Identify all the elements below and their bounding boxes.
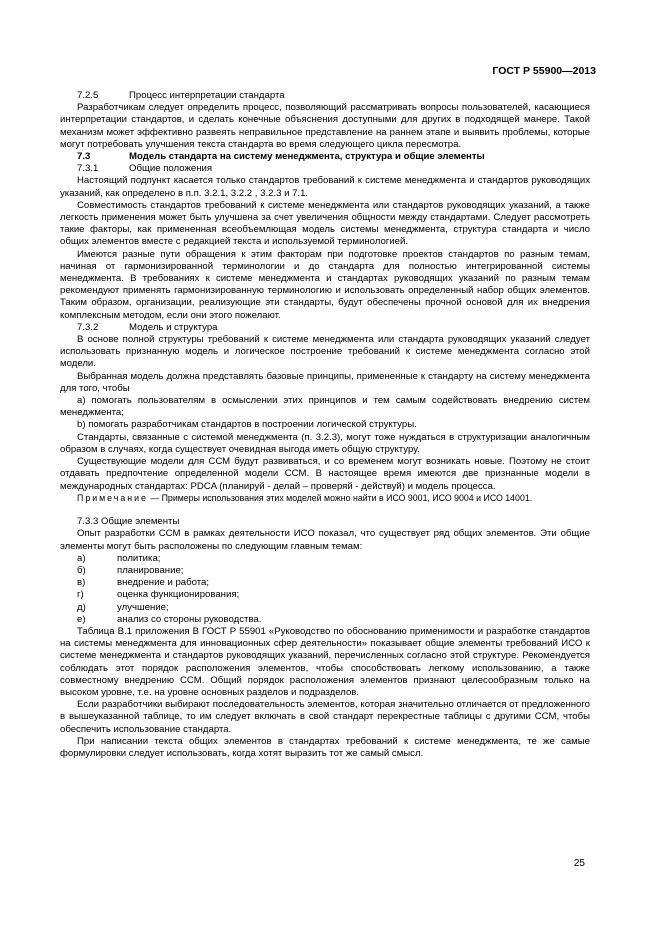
paragraph: Имеются разные пути обращения к этим факторам при подготовке проектов стандартов по разным темам, начиная от гармонизированной терминологии и до стандарта для полностью интегрированной системы менеджмента. В требованиях к системе менеджмента и стандартах руководящих указаний по разным темам рекомендуют применять гармонизированную терминологию и использовать определенный набор общих элементов. Таким образом, организации, реализующие эти стандарты, будут обеспечены прочной основой для их внедрения комплексным методом, если они этого пожелают. [60, 248, 590, 321]
list-text: внедрение и работа; [117, 577, 210, 589]
page-number: 25 [573, 858, 585, 869]
list-item-b: b) помогать разработчикам стандартов в построении логической структуры. [77, 419, 417, 431]
paragraph: Если разработчики выбирают последовательность элементов, которая значительно отличается от предложенного в вышеуказанной таблице, то им следует включать в свой стандарт перекрестные таблицы с другими ССМ, чтобы обеспечить использование стандарта. [60, 699, 590, 735]
document-body [60, 90, 590, 760]
list-item [60, 577, 590, 589]
heading-7-3 [60, 151, 590, 163]
list-text: улучшение; [117, 601, 169, 613]
section-title: Модель стандарта на систему менеджмента, структура и общие элементы [129, 151, 485, 163]
paragraph: В основе полной структуры требований к системе менеджмента или стандарта руководящих указаний следует использовать признанную модель и логическое построение требований к системе менеджмента согласно этой модели. [60, 334, 590, 370]
heading-7-3-2 [60, 322, 590, 334]
heading-7-3-3: 7.3.3 Общие элементы [77, 516, 180, 528]
list-item [60, 565, 590, 577]
list-item [60, 589, 590, 601]
heading-7-2-5 [60, 90, 590, 102]
list-text: анализ со стороны руководства. [117, 613, 262, 625]
section-title: Модель и структура [129, 321, 218, 333]
list-item [60, 602, 590, 614]
list-item-a: a) помогать пользователям в осмыслении этих принципов и тем самым содействовать внедрению систем менеджмента; [60, 395, 590, 419]
list-item [60, 614, 590, 626]
list-text: планирование; [117, 565, 184, 577]
paragraph: Таблица В.1 приложения В ГОСТ Р 55901 «Руководство по обоснованию применимости и разработке стандартов на системы менеджмента для инновационных сфер деятельности» показывает общие элементы требований ИСО к системе менеджмента и стандартов руководящих указаний, перечисленных согласно этой структуре. Рекомендуется соблюдать этот порядок расположения элементов, чтобы способствовать легкому использованию, а также совместному внедрению ССМ. Общий порядок расположения элементов признают целесообразным только на высоком уровне, т.е. на уровне основных разделов и подразделов. [60, 626, 590, 699]
list-marker: в) [77, 577, 86, 589]
list-marker: а) [77, 552, 86, 564]
note-text: — Примеры использования этих моделей можно найти в ИСО 9001, ИСО 9004 и ИСО 14001. [147, 492, 533, 503]
paragraph: Выбранная модель должна представлять базовые принципы, примененные к стандарту на систему менеджмента для того, чтобы [60, 370, 590, 394]
section-number: 7.2.5 [77, 90, 99, 101]
paragraph: Опыт разработки ССМ в рамках деятельности ИСО показал, что существует ряд общих элементов. Эти общие элементы могут быть расположены по следующим главным темам: [60, 528, 590, 552]
section-number: 7.3.2 [77, 321, 99, 333]
list-text: политика; [117, 552, 161, 564]
section-number: 7.3 [77, 151, 91, 163]
section-title: Процесс интерпретации стандарта [129, 90, 285, 101]
heading-7-3-1 [60, 163, 590, 175]
list-item [60, 553, 590, 565]
list-marker: д) [77, 601, 86, 613]
paragraph: При написании текста общих элементов в стандартах требований к системе менеджмента, те же самые формулировки следует использовать, когда хотят выразить тот же самый смысл. [60, 735, 590, 760]
paragraph: Разработчикам следует определить процесс, позволяющий рассматривать вопросы пользователей, касающиеся интерпретации стандартов, и сделать конечные объяснения доступными для других в подходящей манере. Такой механизм может эффективно развеять неправильное представление на раннем этапе и выявить проблемы, которые могут потребовать улучшения текста стандарта во время следующего цикла пересмотра. [60, 102, 590, 150]
list-marker: е) [77, 613, 86, 625]
list-marker: г) [77, 589, 84, 601]
section-title: Общие положения [129, 163, 213, 175]
standard-code: ГОСТ Р 55900—2013 [492, 65, 596, 77]
paragraph: Совместимость стандартов требований к системе менеджмента или стандартов руководящих указаний, а также легкость применения может быть улучшена за счет увеличения общности между стандартами. Следует рассмотреть такие факторы, как примененная всеобъемлющая модель системы менеджмента, структура стандарта и число общих элементов вместе с редакцией текста и используемой терминологией. [60, 199, 590, 248]
note-label: Примечание [77, 492, 148, 503]
paragraph: Стандарты, связанные с системой менеджмента (п. 3.2.3), могут тоже нуждаться в структуризации аналогичным образом в случаях, когда существует очевидная выгода иметь общую структуру. [60, 431, 590, 455]
section-number: 7.3.1 [77, 163, 99, 175]
list-marker: б) [77, 565, 86, 577]
paragraph: Настоящий подпункт касается только стандартов требований к системе менеджмента и стандартов руководящих указаний, как определено в п.п. 3.2.1, 3.2.2 , 3.2.3 и 7.1. [60, 175, 590, 199]
paragraph: Существующие модели для ССМ будут развиваться, и со временем могут возникать новые. Поэтому не стоит отдавать предпочтение определенной модели ССМ. В настоящее время имеются две признанные модели в международных стандартах: PDCA (планируй - делай – проверяй - действуй) и модель процесса. [60, 456, 590, 492]
list-text: оценка функционирования; [117, 589, 240, 601]
note [60, 493, 590, 505]
